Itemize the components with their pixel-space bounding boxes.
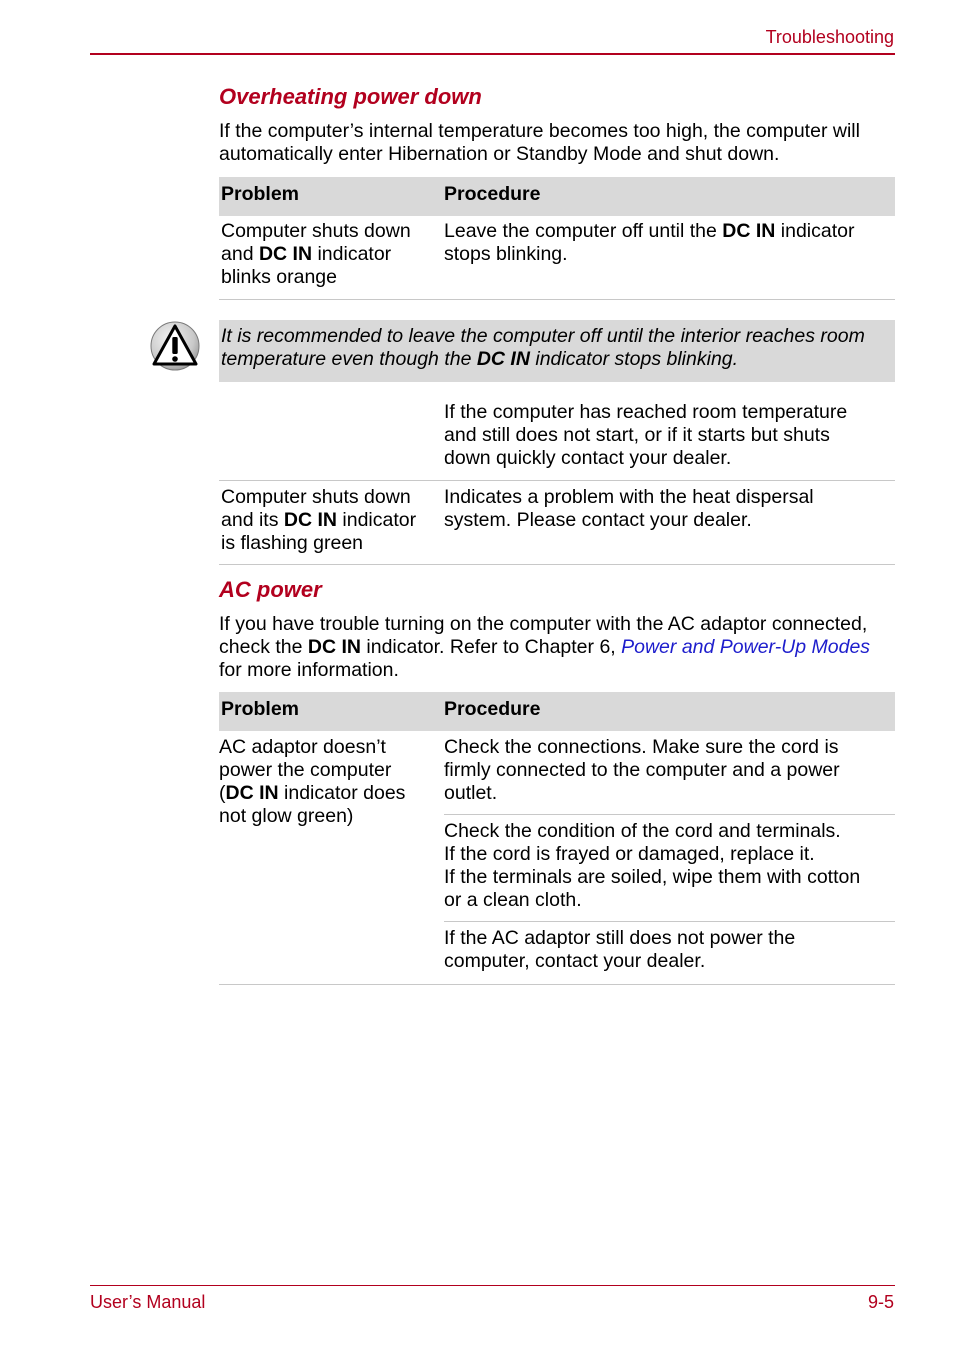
procedure-cell: [444, 922, 895, 984]
caution-note: [219, 320, 895, 382]
intro-line: If the computer’s internal temperature becomes too high, the computer will: [219, 120, 860, 142]
procedure-column: [444, 731, 895, 984]
column-header-problem: Problem: [221, 183, 300, 205]
cell-line: is flashing green: [221, 532, 364, 554]
cell-line: down quickly contact your dealer.: [444, 447, 732, 469]
cell-line: Computer shuts down: [221, 486, 411, 508]
note-line: temperature even though the DC IN indicator stops blinking.: [221, 348, 739, 370]
footer-title: User’s Manual: [90, 1292, 206, 1312]
problem-cell: [219, 736, 405, 828]
cell-line: If the terminals are soiled, wipe them with cotton: [444, 866, 861, 888]
overheating-table: [219, 177, 895, 300]
procedure-cell: [444, 220, 854, 266]
overheating-table-continued: [219, 382, 895, 565]
note-line: It is recommended to leave the computer off until the interior reaches room: [221, 325, 865, 347]
caution-icon: [149, 320, 201, 372]
chapter-link[interactable]: Power and Power-Up Modes: [621, 636, 871, 658]
cell-line: If the AC adaptor still does not power the: [444, 927, 796, 949]
cell-line: (DC IN indicator does: [219, 782, 406, 804]
section-heading-ac-power: AC power: [219, 577, 322, 602]
intro-line: If you have trouble turning on the computer with the AC adaptor connected,: [219, 613, 868, 635]
cell-line: stops blinking.: [444, 243, 568, 265]
cell-line: system. Please contact your dealer.: [444, 509, 752, 531]
note-text: [221, 325, 895, 371]
column-header-procedure: Procedure: [444, 698, 541, 720]
footer-rule: [90, 1285, 895, 1286]
ac-power-table: [219, 692, 895, 985]
problem-cell: [221, 486, 416, 555]
cell-line: Check the condition of the cord and terminals.: [444, 820, 841, 842]
cell-line: not glow green): [219, 805, 354, 827]
cell-line: AC adaptor doesn’t: [219, 736, 386, 758]
cell-line: or a clean cloth.: [444, 889, 582, 911]
cell-line: and DC IN indicator: [221, 243, 392, 265]
cell-line: Leave the computer off until the DC IN indicator: [444, 220, 855, 242]
intro-line: automatically enter Hibernation or Standby Mode and shut down.: [219, 143, 780, 165]
section-heading-overheating: Overheating power down: [219, 84, 482, 109]
table-row: [219, 216, 895, 300]
ac-power-intro: [219, 613, 919, 682]
cell-line: blinks orange: [221, 266, 337, 288]
column-header-procedure: Procedure: [444, 183, 541, 205]
cell-line: If the cord is frayed or damaged, replace it.: [444, 843, 815, 865]
table-row: [219, 731, 895, 985]
procedure-cell: [444, 486, 814, 532]
table-header: [219, 692, 895, 731]
page-number: 9-5: [867, 1292, 894, 1312]
problem-cell: [221, 220, 411, 289]
header-rule: [90, 53, 895, 55]
table-row: [219, 481, 895, 565]
intro-line: for more information.: [219, 659, 399, 681]
procedure-cell: [444, 815, 895, 922]
cell-line: outlet.: [444, 782, 498, 804]
table-header: [219, 177, 895, 216]
cell-line: Indicates a problem with the heat dispersal: [444, 486, 814, 508]
column-header-problem: Problem: [221, 698, 300, 720]
cell-line: Check the connections. Make sure the cord is: [444, 736, 839, 758]
cell-line: and still does not start, or if it starts but shuts: [444, 424, 830, 446]
cell-line: Computer shuts down: [221, 220, 411, 242]
table-row: [219, 382, 895, 481]
cell-line: and its DC IN indicator: [221, 509, 417, 531]
intro-line: check the DC IN indicator. Refer to Chapter 6, Power and Power-Up Modes: [219, 636, 871, 658]
overheating-intro: [219, 120, 899, 166]
cell-line: power the computer: [219, 759, 392, 781]
procedure-cell: [444, 731, 895, 815]
cell-line: If the computer has reached room temperature: [444, 401, 848, 423]
cell-line: firmly connected to the computer and a power: [444, 759, 840, 781]
procedure-cell: [444, 401, 847, 470]
cell-line: computer, contact your dealer.: [444, 950, 706, 972]
running-header: Troubleshooting: [765, 27, 894, 47]
